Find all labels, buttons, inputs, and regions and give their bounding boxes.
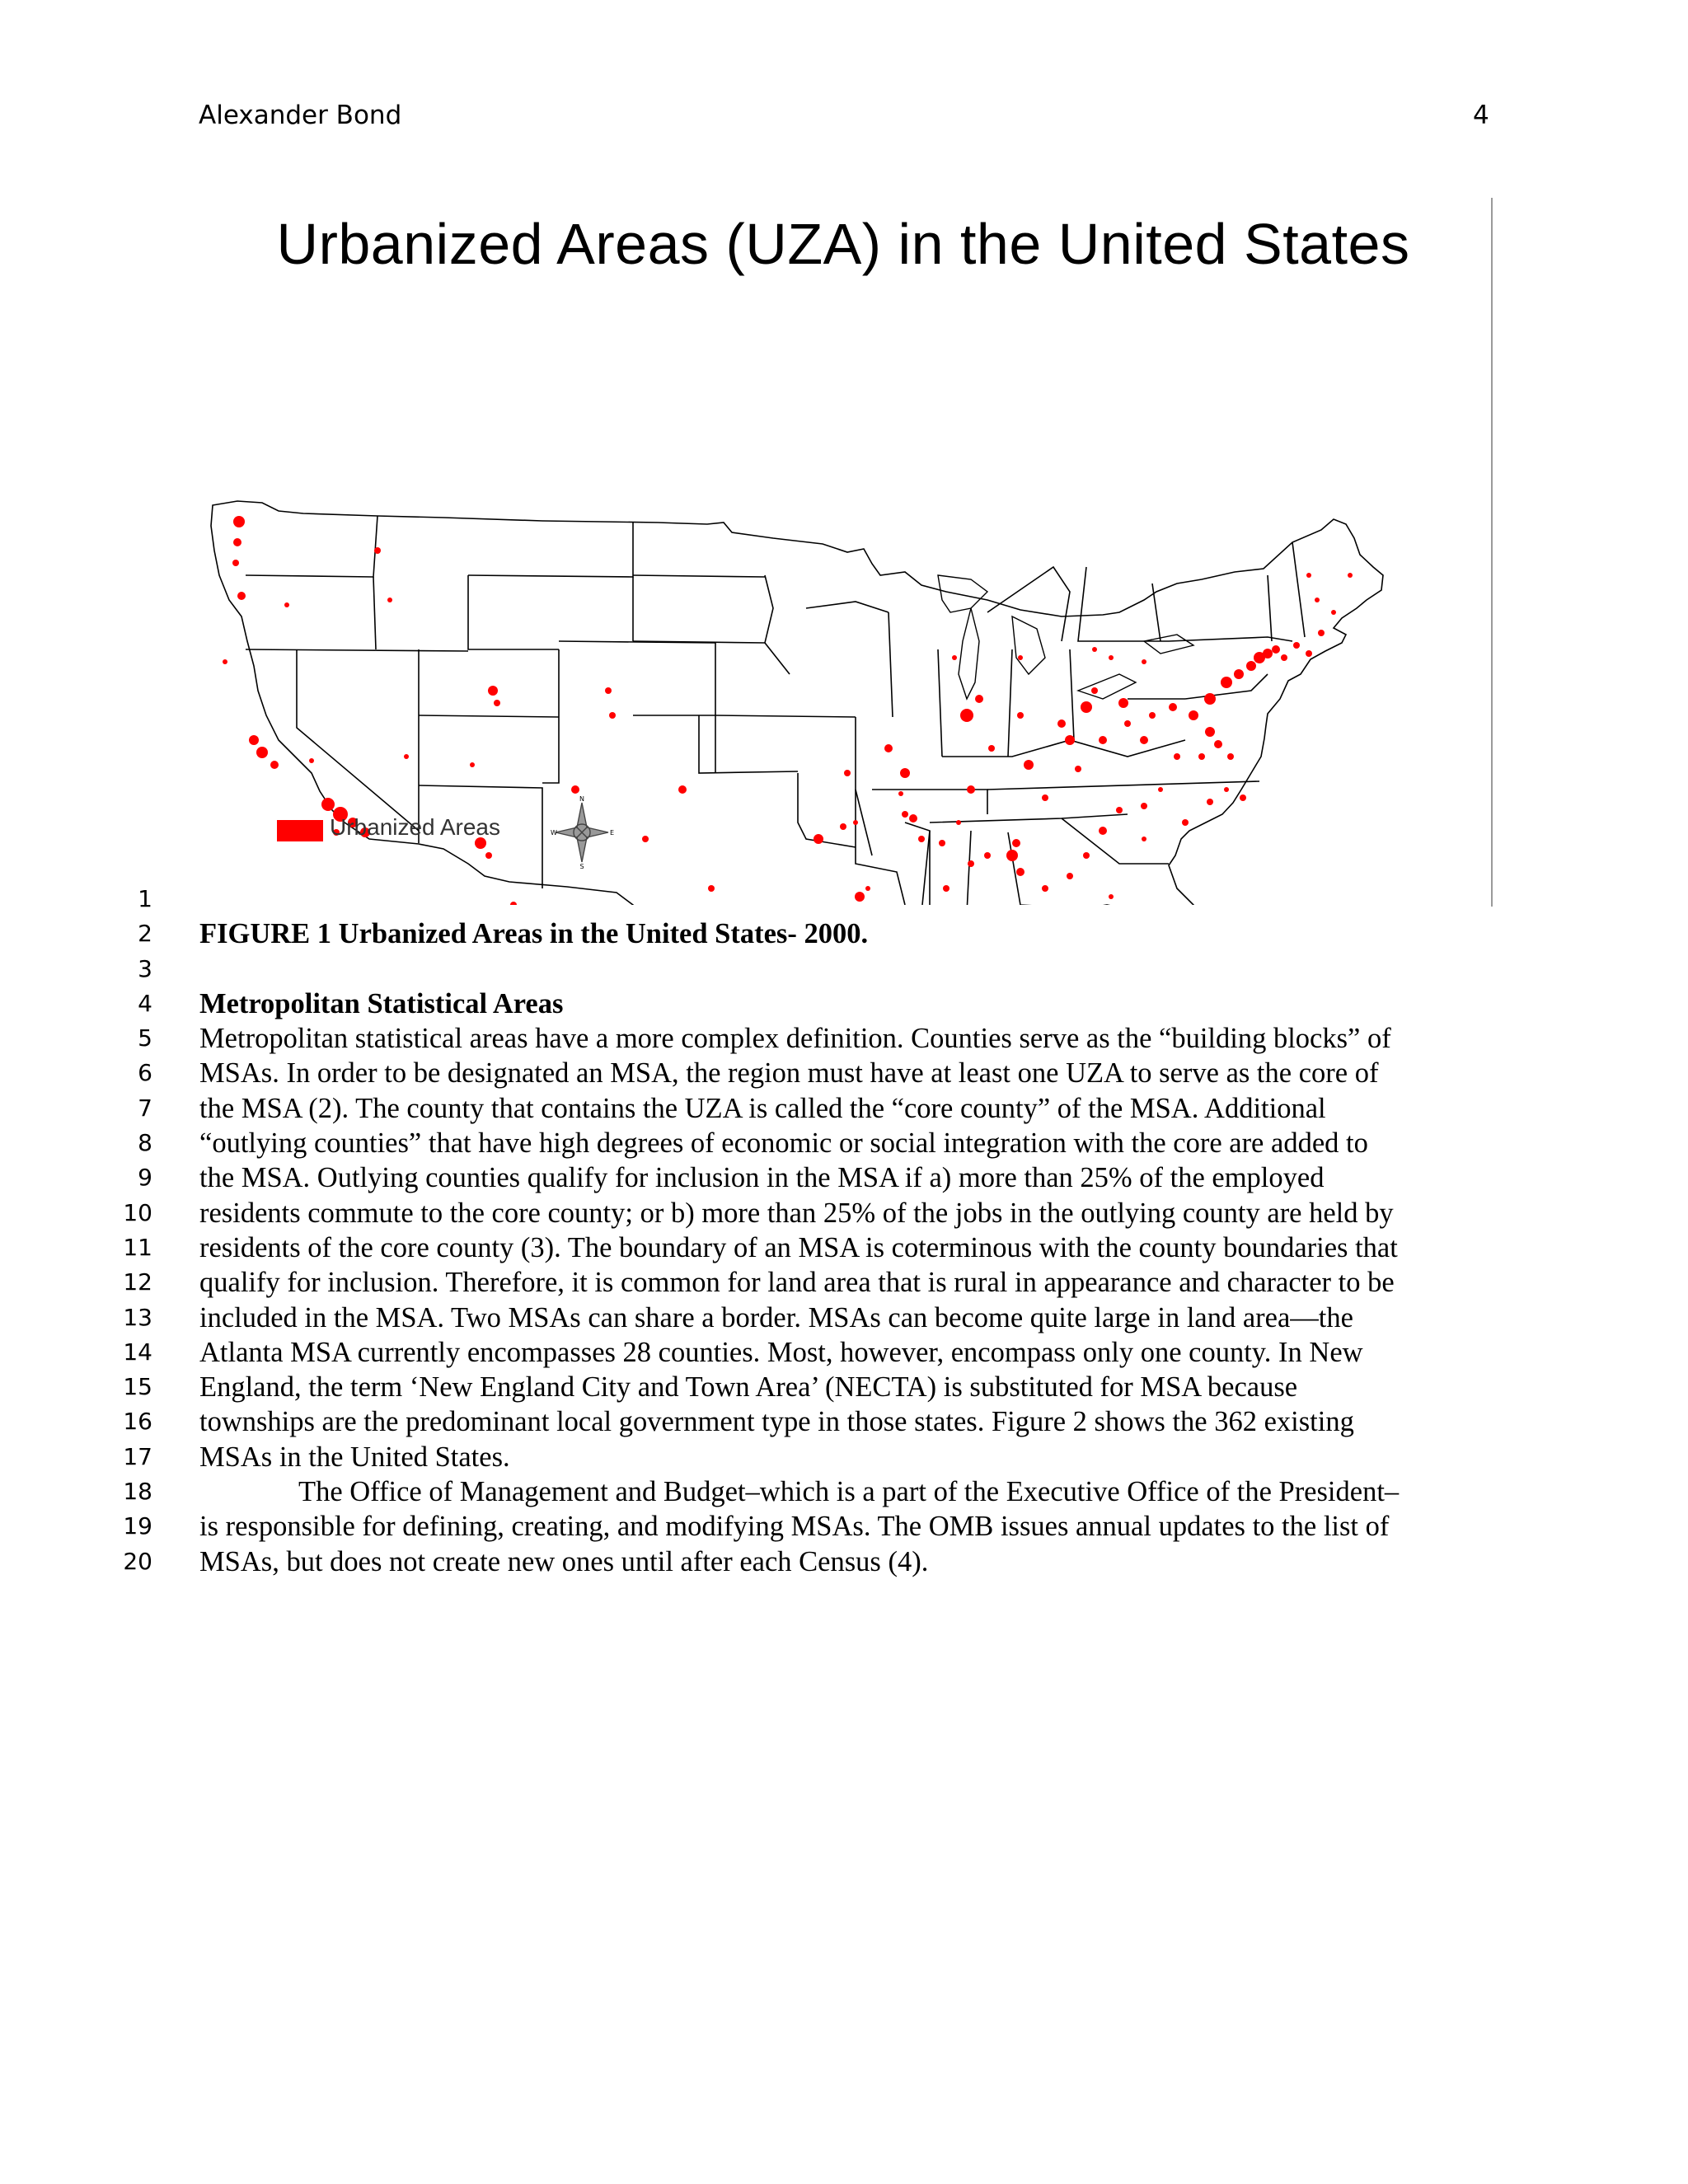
lake-ontario: [1144, 635, 1193, 654]
paragraph-line: England, the term ‘New England City and Town Area’ (NECTA) is substituted for MSA because: [199, 1371, 1298, 1404]
paragraph-line: MSAs in the United States.: [199, 1441, 510, 1473]
blank-line: [199, 952, 1493, 987]
paragraph-line: “outlying counties” that have high degrees of economic or social integration with the core are added to: [199, 1127, 1368, 1160]
paragraph-line: The Office of Management and Budget–which is a part of the Executive Office of the President–: [298, 1476, 1400, 1508]
line-number: 8: [138, 1129, 152, 1157]
compass-e: E: [610, 829, 615, 837]
line-number: 20: [123, 1547, 152, 1575]
paragraph-line: the MSA. Outlying counties qualify for inclusion in the MSA if a) more than 25% of the employed: [199, 1162, 1325, 1194]
paragraph-line: MSAs. In order to be designated an MSA, the region must have at least one UZA to serve as the core of: [199, 1057, 1379, 1090]
line-number: 17: [123, 1442, 152, 1470]
figure-caption: FIGURE 1 Urbanized Areas in the United States- 2000.: [199, 918, 869, 950]
figure-border-line: [1491, 198, 1493, 907]
line-number: 13: [123, 1303, 152, 1331]
line-number: 2: [138, 920, 152, 948]
paragraph-line: MSAs, but does not create new ones until after each Census (4).: [199, 1545, 929, 1577]
map-title: Urbanized Areas (UZA) in the United States: [276, 212, 1410, 276]
compass-rose-icon: [549, 794, 615, 869]
body-text: [199, 882, 1493, 1579]
legend-label: Urbanized Areas: [330, 814, 501, 840]
line-number: 14: [123, 1338, 152, 1366]
lake-huron: [1012, 616, 1045, 674]
paragraph-line: residents of the core county (3). The boundary of an MSA is coterminous with the county boundaries that: [199, 1231, 1398, 1263]
compass-w: W: [551, 829, 557, 837]
section-heading: Metropolitan Statistical Areas: [199, 987, 564, 1019]
paragraph-line: the MSA (2). The county that contains the UZA is called the “core county” of the MSA. Additional: [199, 1092, 1326, 1124]
paragraph-line: included in the MSA. Two MSAs can share a border. MSAs can become quite large in land area—the: [199, 1301, 1353, 1333]
line-number: 12: [123, 1268, 152, 1296]
line-number: 15: [123, 1373, 152, 1401]
lake-superior: [938, 575, 987, 612]
compass-n: N: [579, 795, 584, 803]
line-number: 7: [138, 1094, 152, 1122]
paragraph-line: Atlanta MSA currently encompasses 28 counties. Most, however, encompass only one county. In New: [199, 1336, 1363, 1368]
paragraph-line: qualify for inclusion. Therefore, it is common for land area that is rural in appearance and character to be: [199, 1267, 1395, 1299]
lake-michigan: [959, 608, 979, 699]
line-number: 19: [123, 1512, 152, 1540]
paragraph-line: Metropolitan statistical areas have a more complex definition. Counties serve as the “building blocks” of: [199, 1023, 1391, 1055]
line-number: 3: [138, 954, 152, 982]
paragraph-line: is responsible for defining, creating, and modifying MSAs. The OMB issues annual updates to the list of: [199, 1511, 1390, 1543]
legend-swatch: [277, 820, 323, 841]
compass-s: S: [579, 863, 584, 869]
line-number: 4: [138, 989, 152, 1017]
running-header-author: Alexander Bond: [199, 101, 402, 130]
page-number: 4: [1473, 101, 1489, 130]
line-number: 10: [123, 1198, 152, 1226]
lake-erie: [1078, 674, 1136, 699]
figure-1: [196, 188, 1493, 907]
line-number: 16: [123, 1408, 152, 1436]
paragraph-line: residents commute to the core county; or b) more than 25% of the jobs in the outlying county are held by: [199, 1197, 1394, 1229]
line-number: 1: [138, 885, 152, 912]
urbanized-area-markers: [223, 516, 1353, 905]
line-number: 5: [138, 1024, 152, 1052]
paragraph-line: townships are the predominant local government type in those states. Figure 2 shows the 362 existing: [199, 1406, 1354, 1438]
line-numbers: [115, 882, 152, 1579]
state-line-or-wa: [246, 516, 377, 577]
blank-line: [199, 882, 1493, 916]
line-number: 18: [123, 1478, 152, 1506]
line-number: 6: [138, 1059, 152, 1087]
line-number: 11: [123, 1233, 152, 1261]
line-number: 9: [138, 1164, 152, 1192]
